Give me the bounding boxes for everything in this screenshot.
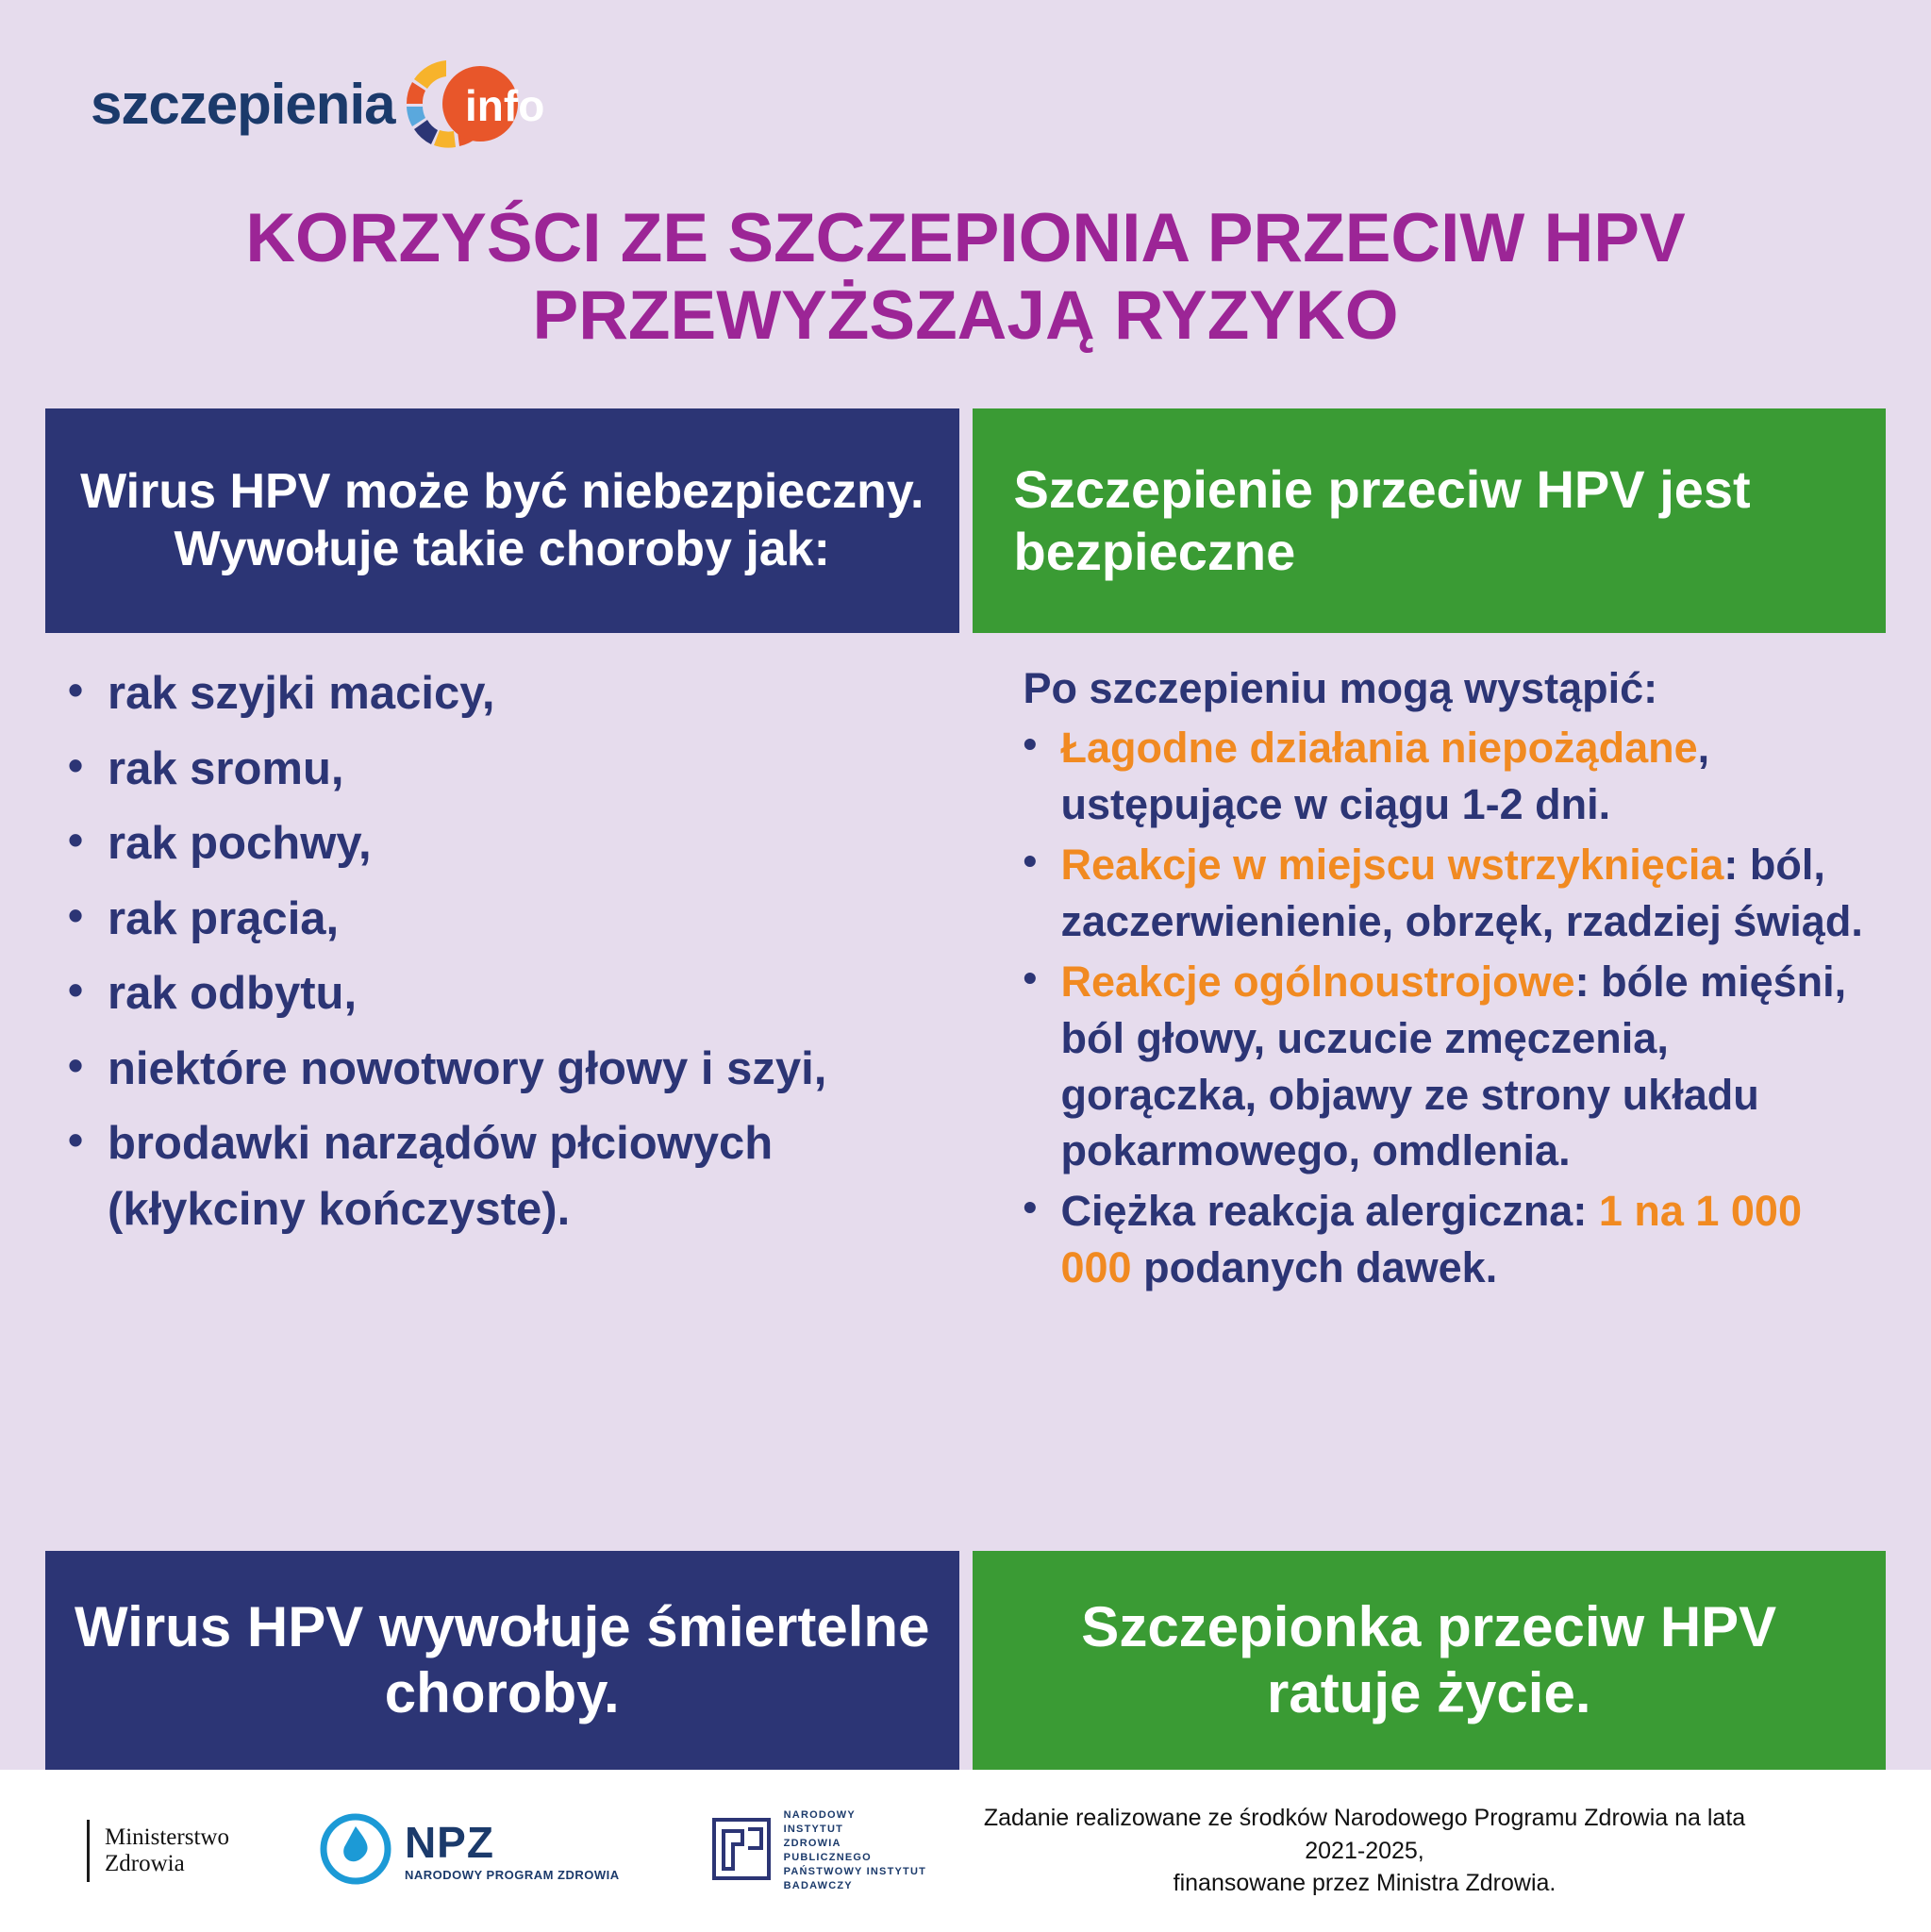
list-item [1016, 1183, 1870, 1296]
column-risks [45, 408, 959, 1770]
effect-text: : bóle mięśni, ból głowy, uczucie zmęczenia, gorączka, objawy ze strony układu pokarmowego, omdlenia. [1060, 957, 1847, 1175]
npz-subtitle: NARODOWY PROGRAM ZDROWIA [404, 1867, 620, 1882]
pzh-logo [710, 1808, 926, 1892]
right-body [973, 633, 1887, 1551]
side-effects-list [1016, 720, 1870, 1295]
list-item: • rak szyjki macicy, [55, 661, 950, 727]
disease-list [55, 661, 950, 1243]
list-item: • niektóre nowotwory głowy i szyi, [55, 1037, 950, 1103]
effect-text: : ból, zaczerwienienie, obrzęk, rzadziej świąd. [1060, 841, 1863, 945]
list-item: • rak pochwy, [55, 811, 950, 877]
list-item [1016, 954, 1870, 1179]
left-footer-band: Wirus HPV wywołuje śmiertelne choroby. [45, 1551, 959, 1770]
right-intro: Po szczepieniu mogą wystąpić: [1023, 663, 1658, 712]
svg-text:info: info [464, 81, 544, 130]
logo-circle-icon [395, 49, 554, 158]
ministry-of-health-logo [87, 1820, 229, 1882]
effect-text: , ustępujące w ciągu 1-2 dni. [1060, 724, 1710, 829]
effect-text: podanych dawek. [1131, 1243, 1498, 1292]
pzh-text [784, 1808, 926, 1892]
effect-highlight: Reakcje ogólnoustrojowe [1060, 957, 1575, 1006]
footer-note-line2: finansowane przez Ministra Zdrowia. [1173, 1870, 1556, 1897]
content-columns [0, 408, 1931, 1770]
logo-area [0, 0, 1931, 170]
right-footer-band: Szczepionka przeciw HPV ratuje życie. [973, 1551, 1887, 1770]
footer-logos [43, 1808, 926, 1892]
left-body [45, 633, 959, 1551]
list-item: • brodawki narządów płciowych (kłykciny kończyste). [55, 1111, 950, 1242]
szczepienia-info-logo [91, 49, 1931, 158]
effect-highlight: Reakcje w miejscu wstrzyknięcia [1060, 841, 1724, 890]
ministry-label-line1: Ministerstwo [105, 1824, 229, 1850]
npz-text [404, 1817, 620, 1882]
pzh-line2: INSTYTUT [783, 1824, 844, 1836]
logo-wordmark: szczepienia [91, 72, 395, 136]
effect-highlight: 1 na 1 000 000 [1060, 1187, 1802, 1292]
pzh-line3: ZDROWIA [783, 1838, 841, 1850]
footer-funding-note [955, 1802, 1888, 1900]
pzh-mark-icon [710, 1816, 773, 1887]
npz-title: NPZ [404, 1817, 494, 1867]
list-item: • rak prącia, [55, 887, 950, 953]
effect-text: Ciężka reakcja alergiczna: [1060, 1187, 1599, 1236]
list-item: • rak odbytu, [55, 961, 950, 1027]
list-item [1016, 837, 1870, 950]
pzh-line6: BADAWCZY [783, 1879, 853, 1891]
list-item: • rak sromu, [55, 737, 950, 803]
page-title: KORZYŚCI ZE SZCZEPIONIA PRZECIW HPV PRZEWYŻSZAJĄ RYZYKO [245, 200, 1686, 355]
pzh-line1: NARODOWY [783, 1809, 856, 1822]
pzh-line5: PAŃSTWOWY INSTYTUT [783, 1865, 927, 1877]
footer-note-line1: Zadanie realizowane ze środków Narodowego Programu Zdrowia na lata 2021-2025, [983, 1805, 1746, 1864]
ministry-label-line2: Zdrowia [105, 1851, 185, 1876]
pzh-line4: PUBLICZNEGO [783, 1852, 872, 1863]
column-safety [973, 408, 1887, 1770]
effect-highlight: Łagodne działania niepożądane [1060, 724, 1698, 773]
npz-droplet-icon [320, 1813, 391, 1890]
right-header-band: Szczepienie przeciw HPV jest bezpieczne [973, 408, 1887, 633]
npz-logo [320, 1813, 620, 1890]
footer-bar [0, 1770, 1931, 1932]
list-item [1016, 720, 1870, 833]
left-header-band: Wirus HPV może być niebezpieczny. Wywołuje takie choroby jak: [45, 408, 959, 633]
